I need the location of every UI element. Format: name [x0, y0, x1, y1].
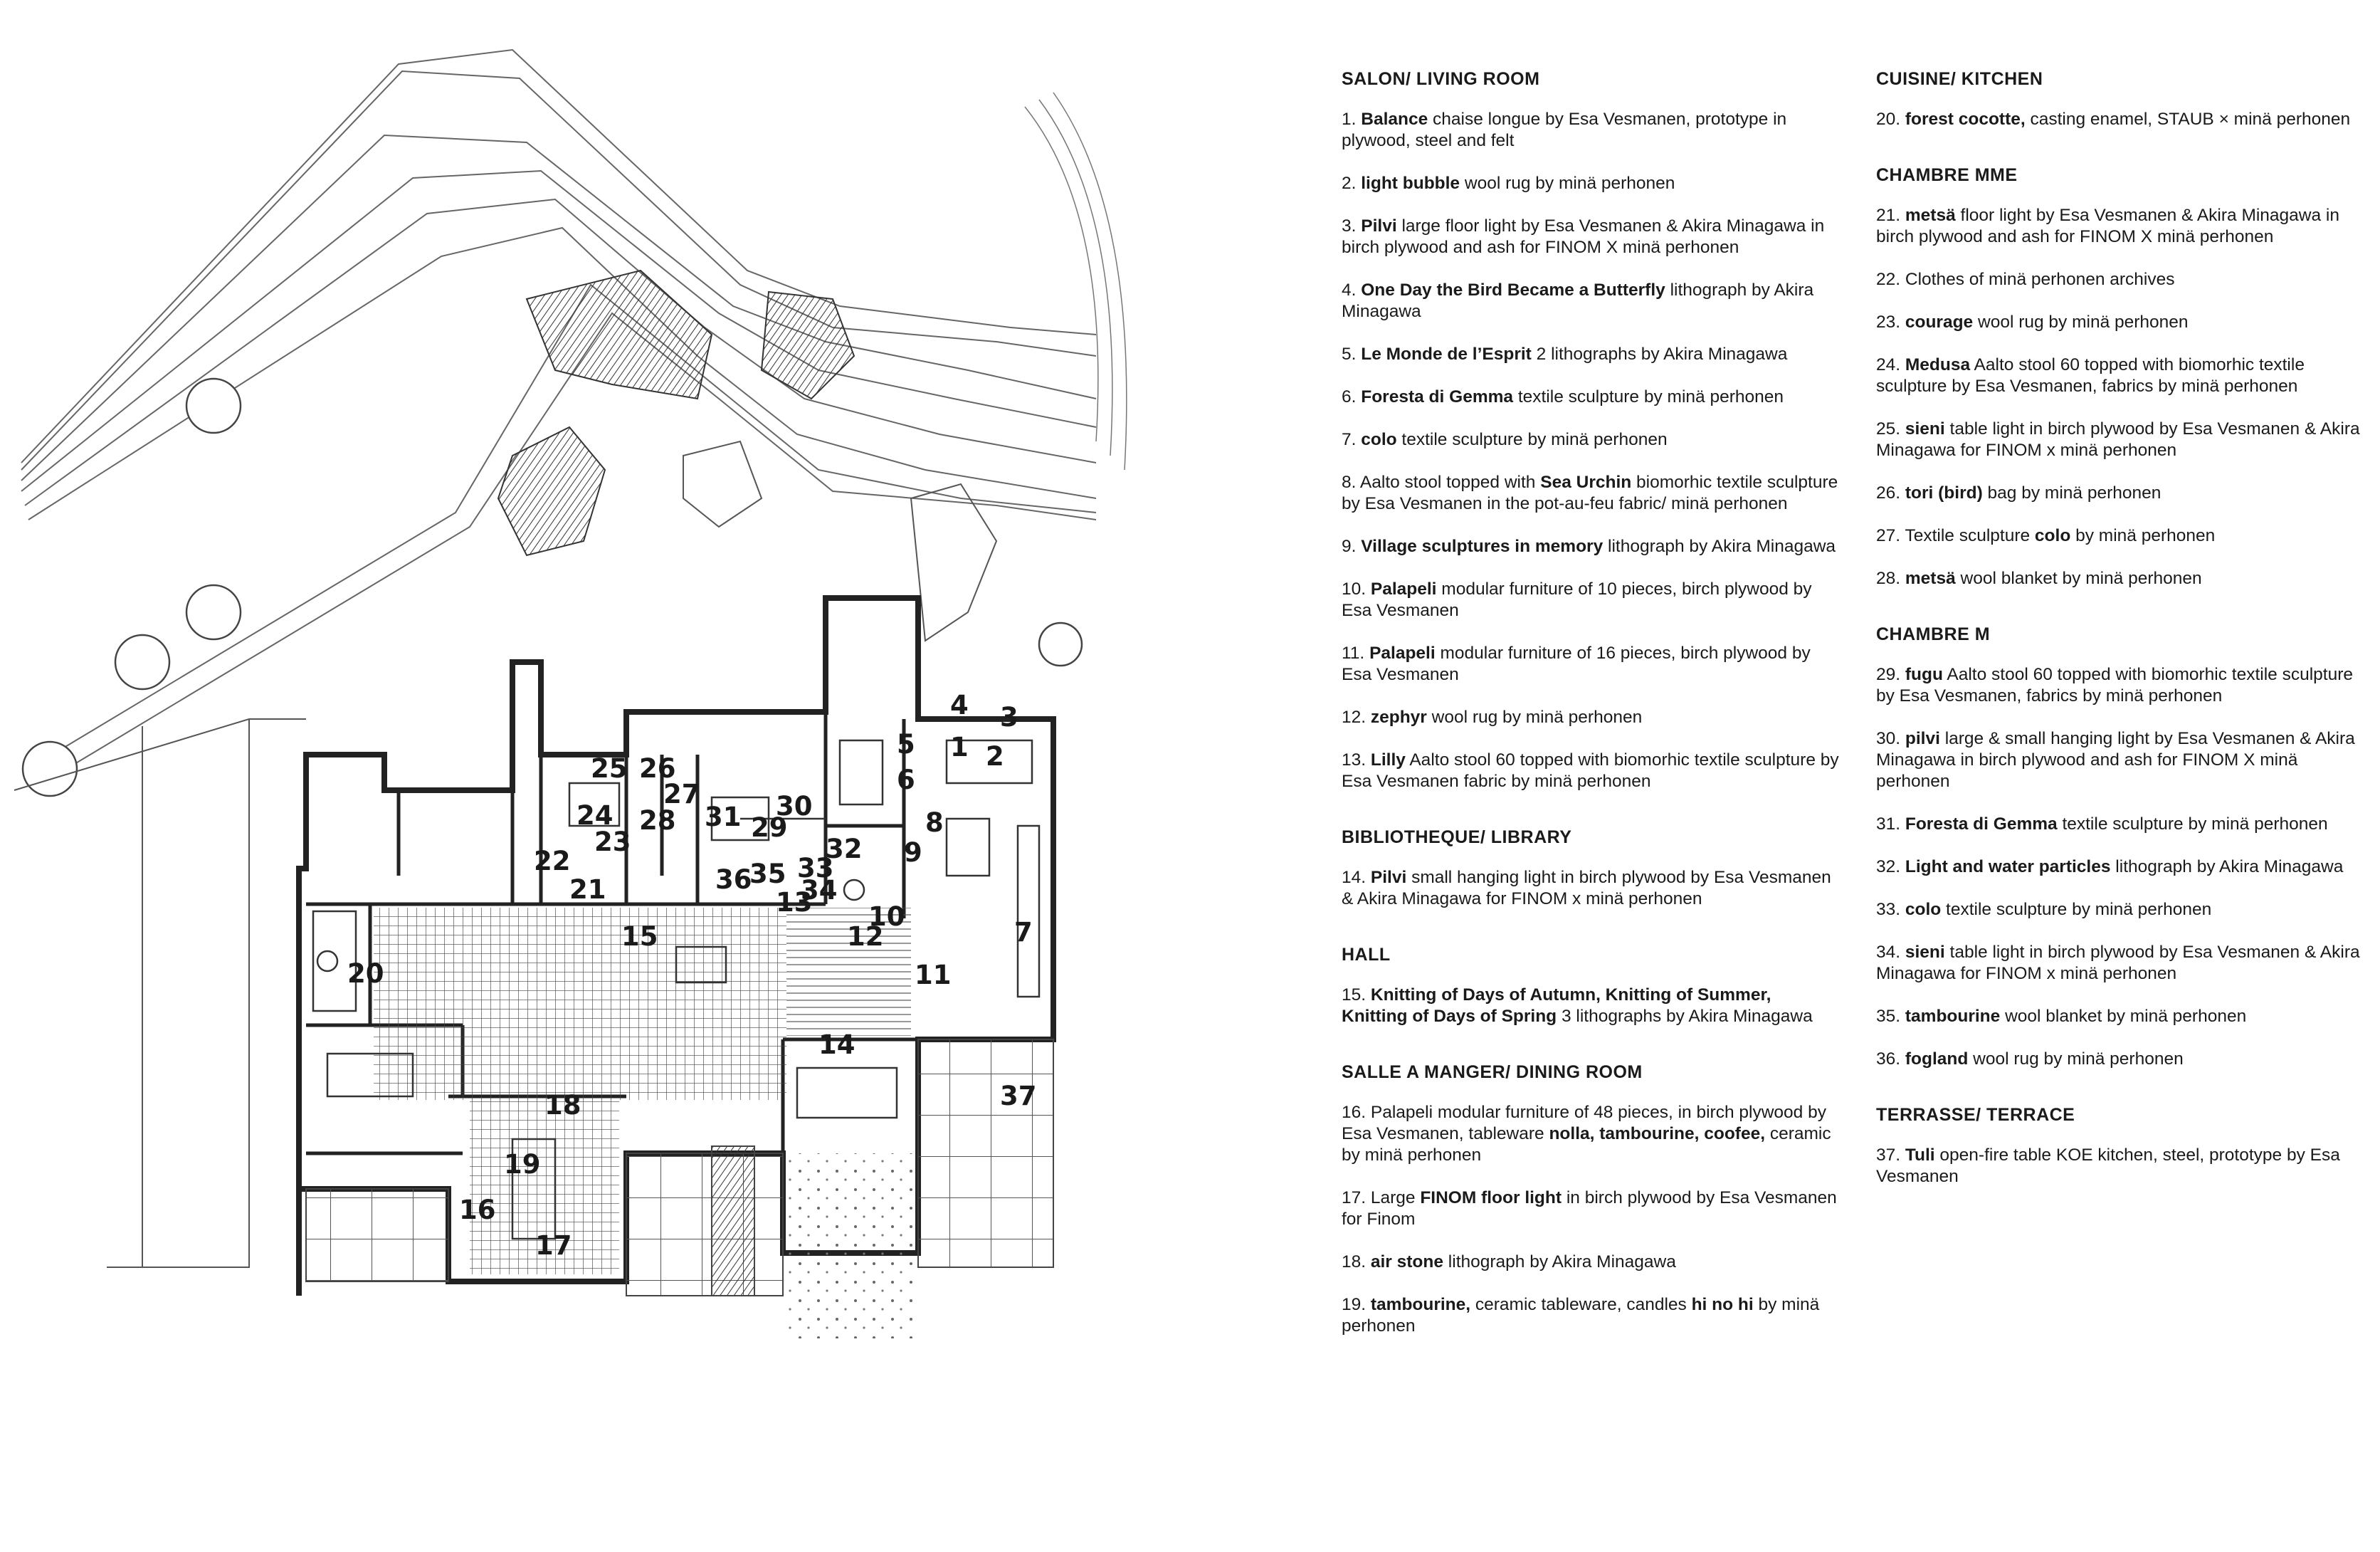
legend-item-title: Balance — [1361, 110, 1428, 129]
legend-item — [1876, 525, 2367, 547]
legend-item-text: floor light by Esa Vesmanen & Akira Minagawa in birch plywood and ash for FINOM X minä perhonen — [1876, 206, 2339, 246]
legend-item-text: 7. — [1342, 430, 1357, 449]
legend-item-text: textile sculpture by minä perhonen — [1513, 387, 1784, 407]
legend-item-title: One Day the Bird Became a Butterfly — [1361, 280, 1665, 300]
legend-item-text: 5. — [1342, 345, 1357, 364]
legend-item-title: pilvi — [1905, 729, 1940, 748]
legend-item-text: Textile sculpture — [1905, 526, 2035, 545]
legend-item-title: hi no hi — [1691, 1295, 1754, 1314]
section-heading-dining: SALLE A MANGER/ DINING ROOM — [1342, 1062, 1643, 1082]
legend-item-text: 26. — [1876, 483, 1901, 503]
legend-item-text: wool rug by minä perhonen — [1973, 313, 2189, 332]
legend-item-text: 24. — [1876, 355, 1901, 374]
legend-item-text: in birch plywood by Esa Vesmanen for Finom — [1342, 1188, 1837, 1229]
legend-item — [1342, 472, 1840, 515]
plan-label-25: 25 — [591, 753, 628, 784]
legend-item — [1876, 1049, 2367, 1070]
legend-item-text: 3. — [1342, 216, 1357, 236]
legend-item-text: lithograph by Akira Minagawa — [1603, 537, 1836, 556]
legend-item-text: wool blanket by minä perhonen — [1955, 569, 2202, 588]
legend-item-text: ceramic by minä perhonen — [1342, 1124, 1831, 1165]
section-items-hall — [1342, 985, 1840, 1027]
legend-item-text: table light in birch plywood by Esa Vesmanen & Akira Minagawa for FINOM x minä perhonen — [1876, 419, 2360, 460]
plan-label-24: 24 — [576, 800, 614, 831]
planting — [498, 271, 996, 641]
plan-label-23: 23 — [594, 827, 631, 857]
plan-label-29: 29 — [751, 812, 788, 843]
legend-item — [1876, 856, 2367, 878]
legend-item-title: colo — [2034, 526, 2071, 545]
legend-item — [1876, 899, 2367, 921]
legend-item-title: colo — [1905, 900, 1942, 919]
legend-item-text: 10. — [1342, 580, 1367, 599]
legend-item-text: 34. — [1876, 943, 1901, 962]
plan-label-19: 19 — [504, 1149, 541, 1180]
legend-item — [1876, 814, 2367, 835]
legend-item-text: textile sculpture by minä perhonen — [1941, 900, 2212, 919]
legend-item-text: 1. — [1342, 110, 1357, 129]
legend-item-text: 15. — [1342, 985, 1367, 1005]
legend-item-title: nolla, tambourine, coofee, — [1549, 1124, 1766, 1143]
hall-floor — [374, 908, 786, 1100]
legend-item-text: Large — [1370, 1188, 1421, 1207]
plan-label-15: 15 — [621, 921, 658, 952]
section-heading-hall: HALL — [1342, 945, 1391, 965]
legend-item — [1342, 429, 1840, 451]
legend-item-text: 14. — [1342, 868, 1367, 887]
legend-item-text: 36. — [1876, 1049, 1901, 1069]
legend-item — [1876, 1145, 2367, 1187]
legend-item-text: wool rug by minä perhonen — [1426, 708, 1643, 727]
plan-label-8: 8 — [925, 807, 944, 838]
legend-item-text: 4. — [1342, 280, 1357, 300]
plan-label-13: 13 — [776, 887, 813, 918]
legend-item-text: bag by minä perhonen — [1982, 483, 2162, 503]
plan-label-22: 22 — [534, 846, 571, 876]
plan-label-3: 3 — [1000, 702, 1018, 733]
legend-item-text: modular furniture of 10 pieces, birch plywood by Esa Vesmanen — [1342, 580, 1812, 620]
legend-item-title: Foresta di Gemma — [1905, 814, 2058, 834]
legend-item — [1876, 355, 2367, 397]
legend-item-text: 17. — [1342, 1188, 1367, 1207]
legend-item-text: 18. — [1342, 1252, 1367, 1272]
legend-item-title: Tuli — [1905, 1145, 1935, 1165]
legend-item-text: 19. — [1342, 1295, 1367, 1314]
legend-item-text: small hanging light in birch plywood by Esa Vesmanen & Akira Minagawa for FINOM x minä perhonen — [1342, 868, 1831, 908]
legend-item-title: sieni — [1905, 419, 1945, 439]
legend-item-text: wool rug by minä perhonen — [1968, 1049, 2184, 1069]
plan-label-32: 32 — [826, 834, 863, 864]
legend-item-title: Le Monde de l’Esprit — [1361, 345, 1532, 364]
floor-plan-drawing — [0, 0, 1167, 1552]
legend-item — [1342, 387, 1840, 408]
section-items-library — [1342, 867, 1840, 910]
legend-item-text: 2 lithographs by Akira Minagawa — [1531, 345, 1788, 364]
legend-item — [1342, 280, 1840, 323]
legend-item-title: tambourine, — [1370, 1295, 1471, 1314]
terrain-contours — [21, 50, 1096, 783]
section-items-kitchen — [1876, 109, 2367, 130]
legend-item-text: by minä perhonen — [2070, 526, 2216, 545]
legend-item-text: 31. — [1876, 814, 1901, 834]
legend-item-text: lithograph by Akira Minagawa — [2110, 857, 2344, 876]
legend-item-text: 21. — [1876, 206, 1901, 225]
section-items-chambre-mme — [1876, 205, 2367, 589]
plan-label-37: 37 — [1000, 1081, 1037, 1111]
legend-item-title: Sea Urchin — [1540, 473, 1632, 492]
legend-item-title: Village sculptures in memory — [1361, 537, 1604, 556]
legend-item-text: 30. — [1876, 729, 1901, 748]
legend-item-text: 35. — [1876, 1007, 1901, 1026]
legend-item-text: 32. — [1876, 857, 1901, 876]
legend-item-text: Aalto stool 60 topped with biomorhic textile sculpture by Esa Vesmanen fabric by minä perhonen — [1342, 750, 1839, 791]
legend-item-text: 9. — [1342, 537, 1357, 556]
legend-item-title: tori (bird) — [1905, 483, 1983, 503]
plan-label-7: 7 — [1014, 917, 1033, 948]
legend-item-title: FINOM floor light — [1420, 1188, 1562, 1207]
legend-item — [1342, 344, 1840, 365]
legend-item-title: air stone — [1370, 1252, 1443, 1272]
legend-item-text: 8. — [1342, 473, 1357, 492]
legend-column-right — [1876, 68, 2367, 1209]
legend-item-title: forest cocotte, — [1905, 110, 2026, 129]
legend-item — [1342, 109, 1840, 152]
plan-label-10: 10 — [868, 901, 905, 932]
legend-item-text: 16. — [1342, 1103, 1367, 1122]
plan-label-5: 5 — [897, 729, 915, 760]
legend-item-text: Aalto stool topped with — [1359, 473, 1541, 492]
plan-label-4: 4 — [950, 690, 969, 720]
legend-item-text: large floor light by Esa Vesmanen & Akira Minagawa in birch plywood and ash for FINOM X minä perhonen — [1342, 216, 1825, 257]
legend-item — [1876, 483, 2367, 504]
legend-item-text: modular furniture of 16 pieces, birch plywood by Esa Vesmanen — [1342, 644, 1811, 684]
legend-item-text: 2. — [1342, 174, 1357, 193]
legend-item-text: 33. — [1876, 900, 1901, 919]
legend-item-text: Palapeli modular furniture of 48 pieces, in birch plywood by Esa Vesmanen, tableware — [1342, 1103, 1826, 1143]
legend-item — [1342, 173, 1840, 194]
legend-item-title: fogland — [1905, 1049, 1969, 1069]
legend-item — [1876, 269, 2367, 290]
section-items-dining — [1342, 1102, 1840, 1337]
legend-item-title: fugu — [1905, 665, 1943, 684]
legend-item-title: Light and water particles — [1905, 857, 2111, 876]
legend-item-text: 12. — [1342, 708, 1367, 727]
legend-item — [1342, 643, 1840, 686]
legend-item-title: courage — [1905, 313, 1974, 332]
legend-item — [1876, 205, 2367, 248]
legend-item-title: Lilly — [1370, 750, 1406, 770]
legend-item-text: casting enamel, STAUB × minä perhonen — [2025, 110, 2351, 129]
legend-item — [1876, 728, 2367, 792]
legend-item-title: Palapeli — [1369, 644, 1436, 663]
section-heading-salon: SALON/ LIVING ROOM — [1342, 69, 1540, 89]
section-heading-kitchen: CUISINE/ KITCHEN — [1876, 69, 2043, 89]
legend-item-title: sieni — [1905, 943, 1945, 962]
plan-label-14: 14 — [818, 1029, 855, 1060]
legend-item-title: Medusa — [1905, 355, 1971, 374]
legend-item — [1876, 664, 2367, 707]
legend-item — [1342, 1252, 1840, 1273]
legend-item-title: Pilvi — [1361, 216, 1397, 236]
legend-item — [1342, 1187, 1840, 1230]
legend-item — [1342, 1102, 1840, 1166]
plan-label-28: 28 — [639, 805, 676, 836]
legend-item-text: 25. — [1876, 419, 1901, 439]
legend-item-text: textile sculpture by minä perhonen — [1396, 430, 1668, 449]
legend-item-text: by minä perhonen — [1342, 1295, 1820, 1336]
legend-item — [1342, 536, 1840, 557]
plan-label-33: 33 — [797, 853, 834, 884]
legend-item-text: 20. — [1876, 110, 1901, 129]
legend-item-title: Foresta di Gemma — [1361, 387, 1514, 407]
plan-label-27: 27 — [663, 779, 700, 809]
legend-column-left — [1342, 68, 1840, 1358]
legend-item-title: metsä — [1905, 569, 1956, 588]
legend-item-title: colo — [1361, 430, 1397, 449]
plan-label-34: 34 — [801, 875, 838, 906]
section-items-chambre-m — [1876, 664, 2367, 1070]
section-heading-library: BIBLIOTHEQUE/ LIBRARY — [1342, 827, 1572, 847]
legend-item — [1342, 1294, 1840, 1337]
legend-item — [1876, 568, 2367, 589]
plan-label-6: 6 — [897, 765, 915, 795]
plan-label-30: 30 — [776, 791, 813, 822]
legend-item-title: Pilvi — [1370, 868, 1407, 887]
plan-label-12: 12 — [847, 921, 884, 952]
terrace-floor — [918, 1039, 1053, 1267]
legend-item-text: Aalto stool 60 topped with biomorhic textile sculpture by Esa Vesmanen, fabrics by minä perhonen — [1876, 355, 2305, 396]
plan-label-35: 35 — [749, 859, 786, 889]
section-heading-chambre-mme: CHAMBRE MME — [1876, 165, 2018, 185]
section-items-salon — [1342, 109, 1840, 792]
legend-item-text: lithograph by Akira Minagawa — [1443, 1252, 1676, 1272]
legend-item — [1876, 1006, 2367, 1027]
plan-label-31: 31 — [705, 802, 742, 832]
legend-item-text: 23. — [1876, 313, 1901, 332]
legend-item — [1342, 750, 1840, 792]
plan-label-18: 18 — [544, 1090, 581, 1121]
section-heading-terrace: TERRASSE/ TERRACE — [1876, 1105, 2075, 1125]
legend-item-text: biomorhic textile sculpture by Esa Vesmanen in the pot-au-feu fabric/ minä perhonen — [1342, 473, 1838, 513]
legend-item-title: light bubble — [1361, 174, 1460, 193]
legend-item-text: 27. — [1876, 526, 1901, 545]
legend-item-text: Clothes of minä perhonen archives — [1905, 270, 2175, 289]
legend-item — [1876, 109, 2367, 130]
plan-label-1: 1 — [950, 732, 969, 762]
plan-label-21: 21 — [569, 874, 606, 905]
legend-item — [1342, 867, 1840, 910]
section-heading-chambre-m: CHAMBRE M — [1876, 624, 1991, 644]
legend-item-text: 11. — [1342, 644, 1365, 663]
legend-item-text: ceramic tableware, candles — [1470, 1295, 1692, 1314]
legend-item — [1876, 942, 2367, 985]
legend-item-text: lithograph by Akira Minagawa — [1342, 280, 1814, 321]
legend-item-text: wool rug by minä perhonen — [1460, 174, 1675, 193]
legend-item-title: metsä — [1905, 206, 1956, 225]
legend-item-title: zephyr — [1370, 708, 1427, 727]
legend-item-text: 3 lithographs by Akira Minagawa — [1557, 1007, 1813, 1026]
plan-label-17: 17 — [535, 1230, 572, 1261]
legend-item — [1342, 216, 1840, 258]
plan-label-36: 36 — [715, 864, 752, 895]
legend-item — [1342, 985, 1840, 1027]
legend-item-text: Aalto stool 60 topped with biomorhic textile sculpture by Esa Vesmanen, fabrics by minä perhonen — [1876, 665, 2354, 706]
plan-label-11: 11 — [915, 960, 952, 990]
legend-item-title: tambourine — [1905, 1007, 2001, 1026]
plan-label-9: 9 — [904, 837, 922, 868]
legend-item-text: chaise longue by Esa Vesmanen, prototype in plywood, steel and felt — [1342, 110, 1787, 150]
section-items-terrace — [1876, 1145, 2367, 1187]
legend-item-text: table light in birch plywood by Esa Vesmanen & Akira Minagawa for FINOM x minä perhonen — [1876, 943, 2360, 983]
legend-item-title: Palapeli — [1370, 580, 1437, 599]
legend-item-text: 29. — [1876, 665, 1901, 684]
plan-label-20: 20 — [347, 958, 384, 989]
legend-item-text: wool blanket by minä perhonen — [2000, 1007, 2247, 1026]
legend-item-text: 22. — [1876, 270, 1901, 289]
legend-item — [1876, 419, 2367, 461]
legend-item-text: open-fire table KOE kitchen, steel, prototype by Esa Vesmanen — [1876, 1145, 2340, 1186]
legend-item-text: 13. — [1342, 750, 1367, 770]
floor-plan — [0, 0, 1167, 1552]
legend-item — [1342, 707, 1840, 728]
plan-label-16: 16 — [459, 1195, 496, 1225]
legend-item — [1876, 312, 2367, 333]
legend-item-text: textile sculpture by minä perhonen — [2057, 814, 2328, 834]
legend-item — [1342, 579, 1840, 622]
legend-item-text: 37. — [1876, 1145, 1901, 1165]
legend-item-text: large & small hanging light by Esa Vesmanen & Akira Minagawa in birch plywood and ash for FINOM X minä perhonen — [1876, 729, 2355, 791]
legend-item-text: 6. — [1342, 387, 1357, 407]
legend-item-title: Knitting of Days of Autumn, Knitting of Summer, Knitting of Days of Spring — [1342, 985, 1771, 1026]
plan-label-26: 26 — [639, 753, 676, 784]
legend-item-text: 28. — [1876, 569, 1901, 588]
plan-label-2: 2 — [986, 741, 1004, 772]
